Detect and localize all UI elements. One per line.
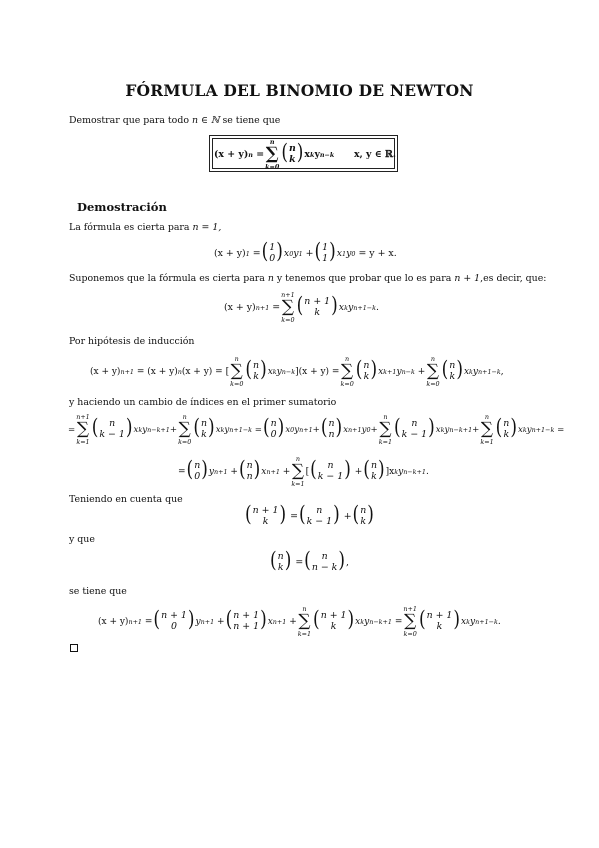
math-token: (x + y) — [98, 616, 129, 627]
math-token: k — [262, 515, 269, 527]
math-token: 0 — [269, 252, 276, 264]
math-token: n+1 — [76, 413, 90, 421]
math-token: ,es decir, que: — [480, 273, 547, 284]
math-token: n+1 — [348, 425, 362, 434]
binomial-coefficient: ( n n − k ) — [304, 548, 345, 574]
math-token: n+1 — [213, 467, 228, 476]
math-token: 0 — [289, 249, 294, 258]
binomial-coefficient: ( n + 1 0 ) — [153, 607, 195, 633]
math-token: [ — [305, 466, 310, 477]
binomial-coefficient: ( n k ) — [245, 357, 267, 383]
binomial-coefficient: ( n + 1 n + 1 ) — [225, 607, 267, 633]
math-token: n — [234, 355, 239, 363]
math-token: y — [142, 424, 148, 435]
binomial-coefficient: ( n k − 1 ) — [310, 457, 351, 483]
summation: n ∑ k=1 — [291, 455, 305, 488]
summation: n+1 ∑ k=0 — [403, 605, 417, 638]
math-token: k — [201, 428, 207, 440]
math-token: n — [267, 273, 274, 284]
math-token: k − 1 — [317, 470, 344, 482]
math-token: k=0 — [230, 380, 244, 388]
math-token: n−k+1 — [369, 617, 392, 626]
math-token: + — [289, 616, 297, 627]
line-index-change: y haciendo un cambio de índices en el primer sumatorio — [69, 397, 337, 408]
equation-pascal-rule — [244, 502, 375, 528]
math-token: y — [208, 466, 214, 477]
summation: n ∑ k=1 — [297, 605, 312, 638]
math-token: + — [354, 466, 363, 477]
math-token: k − 1 — [306, 515, 333, 527]
math-token: n−k+1 — [449, 425, 473, 434]
math-token: Suponemos que la fórmula es cierta para — [69, 273, 265, 284]
math-token: 1 — [342, 249, 347, 258]
math-token: n — [363, 360, 370, 371]
line-induction-hypothesis — [69, 273, 546, 284]
qed-square-icon — [70, 644, 78, 652]
math-token: k — [138, 425, 143, 434]
math-token: n+1 — [403, 605, 417, 613]
formula-sum: n ∑ k=0 — [265, 138, 280, 171]
math-token: x — [267, 366, 273, 377]
math-token: y tenemos que probar que lo es para — [276, 273, 452, 284]
math-token: ](x + y) = — [295, 366, 340, 377]
math-token: n+1−k — [229, 425, 253, 434]
math-token: + — [217, 616, 225, 627]
math-token: x — [267, 616, 273, 627]
math-token: k — [360, 515, 367, 527]
math-token: n — [328, 428, 335, 440]
math-token: + — [305, 248, 314, 259]
math-token: n−k+1 — [147, 425, 170, 434]
binomial-coefficient: ( n k ) — [352, 502, 374, 528]
math-token: n + 1 — [320, 610, 347, 621]
binomial-coefficient: ( n n ) — [238, 457, 261, 483]
page-title: FÓRMULA DEL BINOMIO DE NEWTON — [125, 81, 474, 100]
math-token: n+1 — [272, 617, 287, 626]
summation: n ∑ k=1 — [480, 413, 494, 446]
math-token: k — [466, 617, 470, 626]
math-token: n — [370, 460, 377, 471]
binomial-coefficient: ( n k ) — [441, 357, 463, 383]
eq1-binomial-2: ( 1 1 ) — [314, 239, 336, 265]
math-token: y — [472, 366, 478, 377]
math-token: k — [330, 620, 337, 632]
math-token: k − 1 — [401, 428, 428, 440]
math-token: k — [272, 367, 277, 376]
summation: n+1 ∑ k=1 — [76, 413, 90, 446]
math-token: + — [312, 424, 320, 435]
line-by-hypothesis: Por hipótesis de inducción — [69, 336, 195, 347]
math-token: y — [346, 248, 352, 259]
binomial-coefficient: ( n k ) — [193, 415, 215, 441]
formula-term-y: y — [314, 149, 320, 160]
math-token: , — [500, 366, 504, 377]
math-token: k+1 — [383, 367, 397, 376]
math-token: k — [253, 370, 259, 382]
binomial-coefficient: ( n k − 1 ) — [91, 415, 133, 441]
math-token: y — [361, 424, 367, 435]
math-token: = — [295, 557, 304, 568]
math-token: (x + y) — [224, 302, 256, 313]
math-token: 0 — [270, 428, 277, 440]
line-and-that: y que — [69, 534, 95, 545]
math-token: k — [314, 306, 321, 318]
math-token: k=0 — [178, 438, 192, 446]
binomial-coefficient: ( n k − 1 ) — [394, 415, 435, 441]
math-token: y — [293, 248, 299, 259]
line-base-case-math: n = 1, — [192, 222, 222, 233]
math-token: 1 — [322, 252, 329, 264]
math-token: y — [398, 466, 404, 477]
math-token: x — [517, 424, 523, 435]
math-token: n — [194, 460, 201, 471]
summation: n ∑ k=0 — [230, 355, 244, 388]
math-token: k=0 — [340, 380, 354, 388]
math-token: k=0 — [403, 630, 417, 638]
line-base-case-text: La fórmula es cierta para — [69, 222, 190, 233]
math-token: n — [270, 418, 277, 429]
math-token: n+1−k — [353, 303, 376, 312]
math-token: n+1−k — [531, 425, 555, 434]
math-token: x — [261, 466, 267, 477]
math-token: x — [336, 248, 343, 259]
math-token: n — [360, 505, 367, 516]
math-token: n — [328, 418, 335, 429]
math-token: + — [417, 366, 426, 377]
equation-induction-step — [90, 355, 504, 388]
math-token: 1 — [269, 242, 276, 253]
math-token: n — [327, 460, 334, 471]
math-token: k — [449, 370, 456, 382]
math-token: k — [394, 467, 399, 476]
binomial-coefficient: ( n + 1 k ) — [313, 607, 355, 633]
math-token: = — [254, 424, 262, 435]
math-token: y — [396, 366, 402, 377]
math-token: x — [285, 424, 291, 435]
math-token: k=1 — [76, 438, 90, 446]
binomial-coefficient: ( n k ) — [363, 457, 385, 483]
math-token: x — [461, 616, 467, 627]
math-token: y — [195, 616, 201, 627]
math-token: + — [230, 466, 238, 477]
math-token: n — [246, 470, 253, 482]
math-token: k — [360, 617, 365, 626]
math-token: n — [316, 505, 323, 516]
math-token: n + 1 — [426, 610, 453, 621]
eq1-rhs: = y + x. — [358, 248, 397, 259]
math-token: n — [182, 413, 187, 421]
math-token: n — [253, 360, 260, 371]
binomial-coefficient: ( n 0 ) — [186, 457, 208, 483]
math-token: n−k — [281, 367, 296, 376]
equation-base-case: (x + y) 1 = ( 1 0 ) x 0 y 1 + ( 1 1 ) x 1 y 0 = y + x. — [214, 239, 397, 265]
math-token: n + 1 — [454, 273, 481, 284]
equation-final — [98, 605, 501, 638]
math-token: n−k — [401, 367, 415, 376]
math-token: + — [282, 466, 291, 477]
math-token: . — [497, 616, 501, 627]
math-token: y — [294, 424, 300, 435]
math-token: y — [364, 616, 370, 627]
math-token: n+1 — [128, 617, 142, 626]
math-token: x — [343, 424, 349, 435]
math-token: n — [277, 551, 284, 562]
math-token: x — [133, 424, 139, 435]
math-token: + — [169, 424, 178, 435]
math-token: (x + y) = [ — [181, 366, 230, 377]
math-token: . — [376, 302, 379, 313]
math-token: 1 — [322, 242, 329, 253]
math-token: n + 1 — [161, 610, 187, 621]
binomial-coefficient: ( n 0 ) — [262, 415, 285, 441]
statement-intro-text: Demostrar que para todo — [69, 115, 189, 126]
math-token: x — [463, 366, 470, 377]
formula-binomial: ( n k ) — [281, 140, 304, 166]
equation-combined — [178, 455, 429, 488]
eq1-binomial-1: ( 1 0 ) — [261, 239, 283, 265]
math-token: n+1−k — [478, 367, 501, 376]
summation: n ∑ k=0 — [340, 355, 354, 388]
math-token: k — [344, 303, 348, 312]
math-token: k=0 — [281, 316, 295, 324]
math-token: k — [503, 428, 510, 440]
math-token: n + 1 — [252, 505, 279, 516]
line-base-case — [69, 222, 221, 233]
math-token: n+1 — [120, 367, 134, 376]
math-token: k — [371, 470, 377, 482]
math-token: y — [444, 424, 450, 435]
math-token: = — [68, 424, 76, 435]
math-token: n — [345, 355, 350, 363]
binomial-coefficient: ( n n ) — [320, 415, 343, 441]
formula-binom-bottom: k — [289, 153, 296, 165]
math-token: k — [522, 425, 527, 434]
math-token: n + 1 — [304, 296, 331, 307]
math-token: k — [220, 425, 225, 434]
math-token: = (x + y) — [136, 366, 178, 377]
line-therefore: se tiene que — [69, 586, 127, 597]
math-token: 0 — [366, 425, 371, 434]
math-token: n+1 — [200, 617, 215, 626]
math-token: y — [224, 424, 230, 435]
math-token: 0 — [194, 470, 201, 482]
math-token: x — [378, 366, 384, 377]
math-token: n+1 — [266, 467, 280, 476]
formula-eq: = — [256, 149, 265, 160]
formula-lhs-exp: n — [248, 150, 253, 159]
equation-reindexed — [68, 413, 564, 446]
math-token: y — [526, 424, 532, 435]
math-token: k=1 — [291, 480, 305, 488]
math-token: n — [177, 367, 182, 376]
math-token: k=1 — [480, 438, 494, 446]
theorem-formula — [214, 138, 396, 171]
line-given: Teniendo en cuenta que — [69, 494, 183, 505]
math-token: k — [436, 620, 443, 632]
math-token: n — [246, 460, 253, 471]
formula-lhs: (x + y) — [214, 149, 249, 160]
math-token: k=1 — [378, 438, 393, 446]
formula-sum-upper: n — [269, 138, 275, 146]
eq2-sum: n+1 ∑ k=0 — [281, 291, 295, 324]
math-token: n — [430, 355, 436, 363]
binomial-coefficient: ( n + 1 k ) — [418, 607, 461, 633]
math-token: n+1 — [281, 291, 295, 299]
math-token: x — [283, 248, 290, 259]
summation: n ∑ k=0 — [178, 413, 192, 446]
binomial-coefficient: ( n k − 1 ) — [298, 502, 340, 528]
math-token: n — [295, 455, 301, 463]
binomial-coefficient: ( n k ) — [355, 357, 378, 383]
binomial-coefficient: ( n k ) — [495, 415, 517, 441]
math-token: n + 1 — [233, 620, 260, 632]
math-token: n — [201, 418, 208, 429]
math-token: x — [215, 424, 221, 435]
eq1-lhs: (x + y) — [214, 248, 246, 259]
math-token: n — [484, 413, 490, 421]
math-token: n — [411, 418, 418, 429]
math-token: n — [449, 360, 456, 371]
eq1-lhs-exp: 1 — [245, 249, 250, 258]
math-token: = — [394, 616, 403, 627]
equation-symmetry — [269, 548, 349, 574]
math-token: = — [178, 466, 186, 477]
binomial-coefficient: ( n k ) — [270, 548, 292, 574]
summation: n ∑ k=1 — [378, 413, 393, 446]
math-token: y — [347, 302, 354, 313]
math-token: n+1 — [299, 425, 313, 434]
math-token: n — [302, 605, 307, 613]
statement-intro — [69, 115, 280, 126]
math-token: (x + y) — [90, 366, 121, 377]
math-token: 0 — [290, 425, 295, 434]
formula-condition: x, y ∈ ℝ. — [353, 149, 397, 160]
math-token: k — [469, 367, 473, 376]
math-token: = — [557, 424, 565, 435]
math-token: k − 1 — [99, 428, 125, 440]
summation: n ∑ k=0 — [426, 355, 440, 388]
math-token: . — [425, 466, 429, 477]
math-token: n+1−k — [475, 617, 498, 626]
formula-binom-top: n — [288, 143, 296, 154]
math-token: n — [383, 413, 388, 421]
math-token: y — [276, 366, 282, 377]
math-token: n−k+1 — [403, 467, 426, 476]
math-token: = — [144, 616, 153, 627]
formula-term-x: x — [304, 149, 311, 160]
binomial-coefficient: ( n + 1 k ) — [245, 502, 287, 528]
statement-intro-tail: se tiene que — [222, 115, 281, 126]
formula-term-y-exp: n−k — [319, 150, 335, 159]
math-token: = — [290, 511, 298, 522]
math-token: k=0 — [426, 380, 440, 388]
math-token: n + 1 — [233, 610, 260, 621]
math-token: k — [440, 425, 445, 434]
math-token: k=1 — [297, 630, 312, 638]
math-token: k — [363, 370, 370, 382]
math-token: , — [346, 557, 349, 568]
math-token: k — [277, 561, 284, 573]
formula-term-x-exp: k — [310, 150, 315, 159]
formula-sum-lower: k=0 — [265, 163, 280, 171]
math-token: x — [435, 424, 441, 435]
math-token: + — [472, 424, 480, 435]
statement-intro-math: n ∈ ℕ — [191, 115, 220, 126]
math-token: + — [370, 424, 378, 435]
equation-goal: (x + y) n+1 = n+1 ∑ k=0 ( n + 1 k ) x k y n+1−k . — [224, 291, 379, 324]
math-token: n+1 — [255, 303, 270, 312]
math-token: 0 — [351, 249, 356, 258]
math-token: y — [470, 616, 476, 627]
math-token: + — [343, 511, 352, 522]
math-token: 0 — [170, 620, 177, 632]
math-token: 1 — [298, 249, 303, 258]
math-token: n — [109, 418, 116, 429]
section-heading: Demostración — [77, 200, 167, 214]
math-token: n − k — [311, 561, 338, 573]
math-token: n — [321, 551, 328, 562]
math-token: ]x — [385, 466, 395, 477]
math-token: x — [338, 302, 345, 313]
math-token: n — [503, 418, 510, 429]
eq2-binomial: ( n + 1 k ) — [296, 293, 338, 319]
math-token: x — [355, 616, 361, 627]
